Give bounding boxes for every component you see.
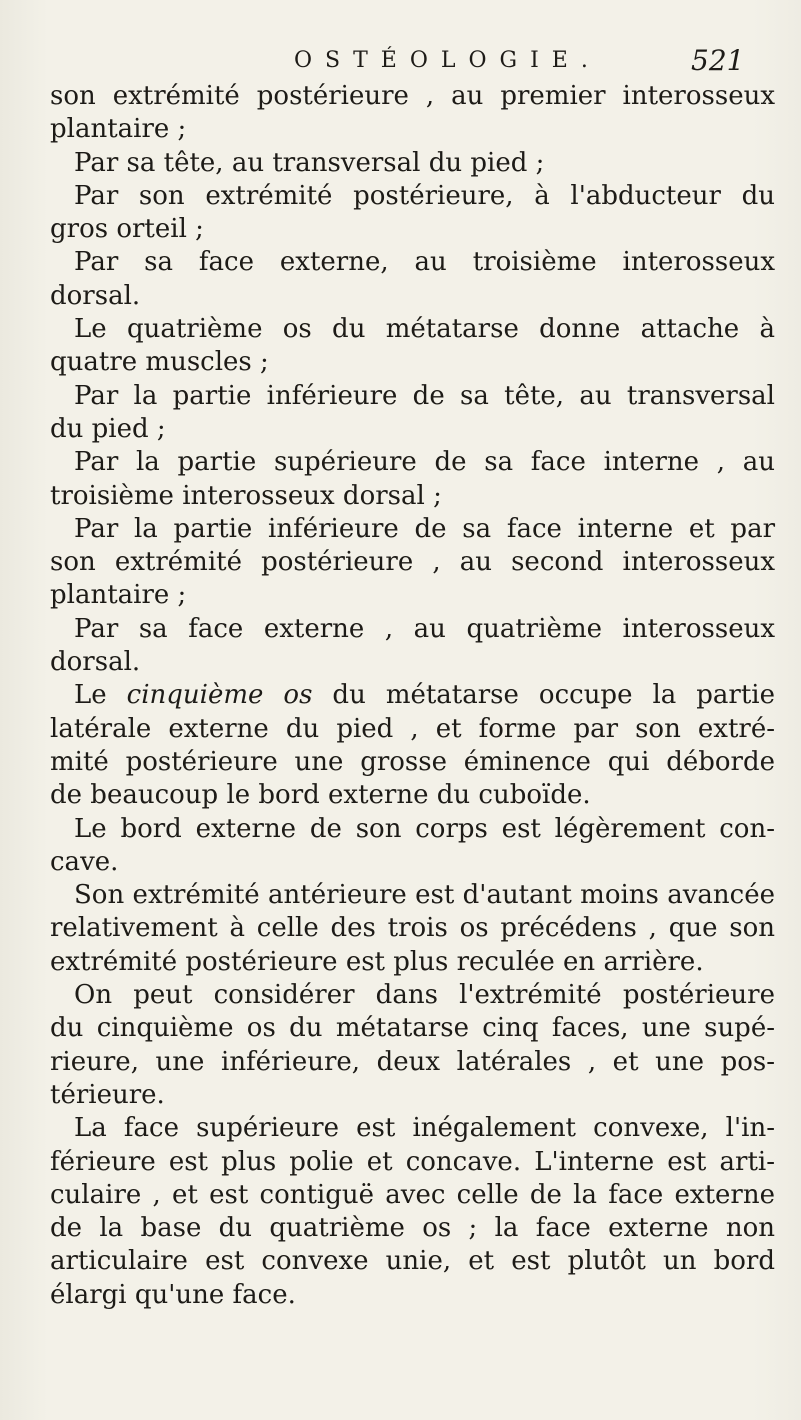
text-line: du pied ;: [50, 413, 166, 444]
text-line: Le quatrième os du métatarse donne attache à: [74, 314, 775, 345]
text-line: quatre muscles ;: [50, 347, 269, 378]
page-number: 521: [691, 44, 745, 77]
text-line: du cinquième os du métatarse cinq faces, une supé-: [50, 1013, 775, 1044]
text-run: Le: [74, 680, 127, 711]
text-line: cave.: [50, 846, 119, 877]
text-line: plantaire ;: [50, 580, 187, 611]
text-line: Par sa face externe, au troisième interosseux: [74, 247, 775, 278]
text-line: rieure, une inférieure, deux latérales , et une pos-: [50, 1046, 775, 1077]
text-line: On peut considérer dans l'extrémité postérieure: [74, 980, 775, 1011]
text-line: plantaire ;: [50, 114, 187, 145]
text-line: latérale externe du pied , et forme par son extré-: [50, 713, 775, 744]
text-line: Son extrémité antérieure est d'autant moins avancée: [74, 880, 775, 911]
text-line: dorsal.: [50, 647, 141, 678]
text-line: culaire , et est contiguë avec celle de la face externe: [50, 1179, 775, 1210]
text-line: Par la partie inférieure de sa tête, au transversal: [74, 380, 775, 411]
text-line: articulaire est convexe unie, et est plutôt un bord: [50, 1246, 775, 1277]
text-line: élargi qu'une face.: [50, 1279, 296, 1310]
text-line: Le bord externe de son corps est légèrement con-: [74, 813, 775, 844]
text-line: extrémité postérieure est plus reculée en arrière.: [50, 946, 704, 977]
text-line: mité postérieure une grosse éminence qui déborde: [50, 746, 775, 777]
text-line: relativement à celle des trois os précédens , que son: [50, 913, 775, 944]
text-line: La face supérieure est inégalement convexe, l'in-: [74, 1113, 775, 1144]
text-line: de beaucoup le bord externe du cuboïde.: [50, 780, 591, 811]
text-line: gros orteil ;: [50, 214, 204, 245]
text-line: dorsal.: [50, 280, 141, 311]
text-line: férieure est plus polie et concave. L'interne est arti-: [50, 1146, 775, 1177]
running-title: OSTÉOLOGIE.: [294, 48, 601, 73]
text-line: Par la partie inférieure de sa face interne et par: [74, 513, 775, 544]
text-line: [50, 679, 775, 712]
text-line: de la base du quatrième os ; la face externe non: [50, 1213, 775, 1244]
text-line: son extrémité postérieure , au premier interosseux: [50, 81, 775, 111]
text-line: Par sa face externe , au quatrième interosseux: [74, 613, 775, 644]
page-header: [0, 44, 801, 84]
text-line: térieure.: [50, 1079, 165, 1110]
italic-term: cinquième os: [126, 680, 313, 711]
text-line: troisième interosseux dorsal ;: [50, 480, 442, 511]
text-line: Par la partie supérieure de sa face interne , au: [74, 447, 775, 478]
text-line: Par son extrémité postérieure, à l'abducteur du: [74, 180, 775, 211]
text-line: son extrémité postérieure , au second interosseux: [50, 547, 775, 578]
body-text: [50, 80, 775, 1312]
text-line: Par sa tête, au transversal du pied ;: [74, 147, 545, 178]
text-run: du métatarse occupe la partie: [312, 680, 776, 711]
